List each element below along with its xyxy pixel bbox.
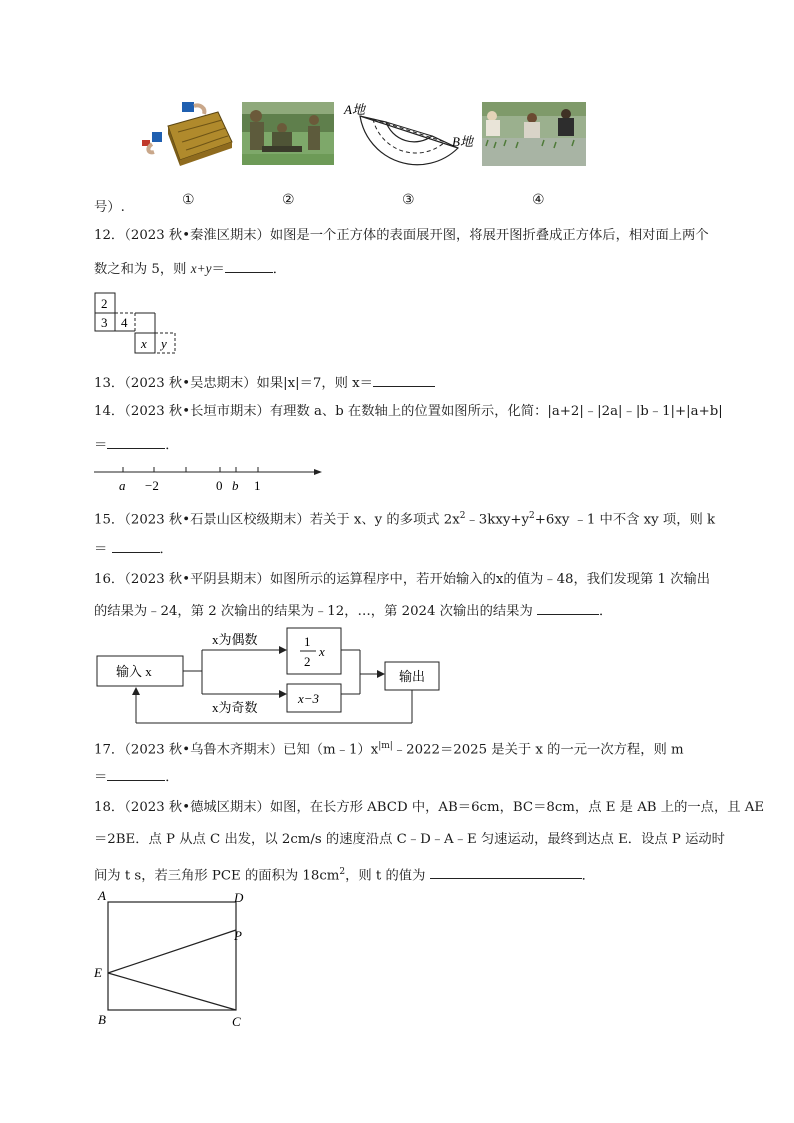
net-cell-x: x: [141, 336, 147, 351]
q14-line2: [94, 434, 179, 456]
q15-end: ．: [159, 542, 173, 557]
q12-line2: [94, 258, 286, 280]
q18-end: ．: [581, 868, 595, 884]
q15-answer-blank: [112, 538, 160, 553]
net-cell-3: 3: [101, 315, 108, 330]
net-cell-4: 4: [121, 315, 128, 330]
q12-text: 数之和为 5，则: [94, 262, 191, 277]
q15-line2: [94, 538, 173, 560]
q17-text-b: ﹣2022＝2025 是关于 x 的一元一次方程，则 m: [392, 742, 684, 758]
soldier-photo: [242, 102, 334, 165]
q17-line2: [94, 766, 179, 788]
q16-line1: 16．（2023 秋•平阴县期末）如图所示的运算程序中，若开始输入的x的值为﹣48，我们发现第 1 次输出: [94, 572, 711, 587]
axis-label-0: 0: [216, 478, 223, 493]
q16-line2: [94, 600, 612, 622]
q15-sup1: 2: [459, 511, 466, 521]
flow-output-label: 输出: [399, 669, 426, 684]
q15-equals: ＝: [94, 542, 108, 557]
image-label-4: ④: [532, 192, 545, 208]
axis-label-1: 1: [254, 478, 261, 493]
vertex-d: D: [234, 890, 244, 905]
q13-text: 13．（2023 秋•吴忠期末）如果|x|＝7，则 x＝: [94, 376, 373, 391]
q14-end: ．: [165, 438, 179, 453]
image-label-2: ②: [282, 192, 295, 208]
q12-expression: x+y: [190, 261, 212, 276]
previous-question-tail: 号）.: [94, 200, 125, 215]
flow-minus3-label: x−3: [298, 691, 320, 706]
flow-half-den: 2: [304, 654, 311, 669]
point-a-label: A地: [344, 102, 365, 117]
q15-sup2: 2: [529, 511, 535, 521]
flow-even-label: x为偶数: [212, 632, 258, 647]
q14-answer-blank: [107, 434, 165, 449]
pencil-box-illustration: [138, 98, 234, 168]
q14-equals: ＝: [94, 438, 108, 453]
axis-label-minus2: −2: [145, 478, 159, 493]
rectangle-figure: [90, 888, 260, 1034]
q15-text-c: +6xy ﹣1 中不含 xy 项，则 k: [534, 512, 716, 528]
point-b-label: B地: [452, 134, 473, 149]
q12-answer-blank: [225, 258, 273, 273]
q17-end: ．: [165, 770, 179, 785]
axis-label-b: b: [232, 478, 239, 493]
flow-odd-label: x为奇数: [212, 700, 258, 715]
axis-label-a: a: [119, 478, 126, 493]
q16-end: ．: [599, 604, 613, 619]
q18-text-a: 间为 t s，若三角形 PCE 的面积为 18cm: [94, 868, 340, 884]
q18-text-b: ，则 t 的值为: [345, 868, 426, 884]
q18-line1: 18．（2023 秋•德城区期末）如图，在长方形 ABCD 中，AB＝6cm，BC＝8cm，点 E 是 AB 上的一点，且 AE: [94, 800, 765, 815]
q13-line: [94, 372, 435, 394]
q16-answer-blank: [537, 600, 599, 615]
flowchart: [94, 626, 446, 726]
q13-answer-blank: [373, 372, 435, 387]
vertex-a: A: [98, 888, 106, 903]
q14-line1: 14．（2023 秋•长垣市期末）有理数 a、b 在数轴上的位置如图所示，化简：|a+2|﹣|2a|﹣|b﹣1|+|a+b|: [94, 404, 723, 419]
image-label-3: ③: [402, 192, 415, 208]
image-label-1: ①: [182, 192, 195, 208]
q15-text-a: 15．（2023 秋•石景山区校级期末）若关于 x、y 的多项式 2x: [94, 512, 460, 528]
q17-answer-blank: [107, 766, 165, 781]
q15-text-b: ﹣3kxy+y: [465, 512, 529, 528]
flow-half-var: x: [319, 644, 325, 659]
q18-sup: 2: [339, 867, 346, 877]
q15-line1: [94, 506, 715, 530]
net-cell-2: 2: [101, 296, 108, 311]
point-e: E: [94, 965, 102, 980]
q12-line1: 12．（2023 秋•秦淮区期末）如图是一个正方体的表面展开图，将展开图折叠成正方体后，相对面上两个: [94, 228, 709, 243]
vertex-b: B: [98, 1012, 106, 1027]
point-p: P: [234, 928, 242, 943]
net-cell-y: y: [161, 336, 167, 351]
vertex-c: C: [232, 1014, 241, 1029]
flow-input-label: 输入 x: [116, 664, 152, 679]
q18-line3: [94, 862, 595, 886]
q16-text: 的结果为﹣24，第 2 次输出的结果为﹣12，…，第 2024 次输出的结果为: [94, 604, 533, 619]
flow-half-num: 1: [304, 634, 311, 649]
q12-equals: ＝: [211, 262, 225, 277]
number-line: [92, 462, 328, 496]
cube-net-figure: [94, 292, 180, 356]
q17-equals: ＝: [94, 770, 108, 785]
q18-answer-blank: [430, 864, 582, 879]
rice-planting-photo: [482, 102, 586, 166]
q12-end: ．: [272, 262, 287, 277]
road-arc-diagram: [342, 96, 482, 180]
q17-sup: |m|: [378, 741, 393, 751]
q17-text-a: 17．（2023 秋•乌鲁木齐期末）已知（m﹣1）x: [94, 742, 379, 758]
q18-line2: ＝2BE．点 P 从点 C 出发，以 2cm/s 的速度沿点 C﹣D﹣A﹣E 匀速运动，最终到达点 E．设点 P 运动时: [94, 832, 725, 847]
q17-line1: [94, 736, 684, 760]
